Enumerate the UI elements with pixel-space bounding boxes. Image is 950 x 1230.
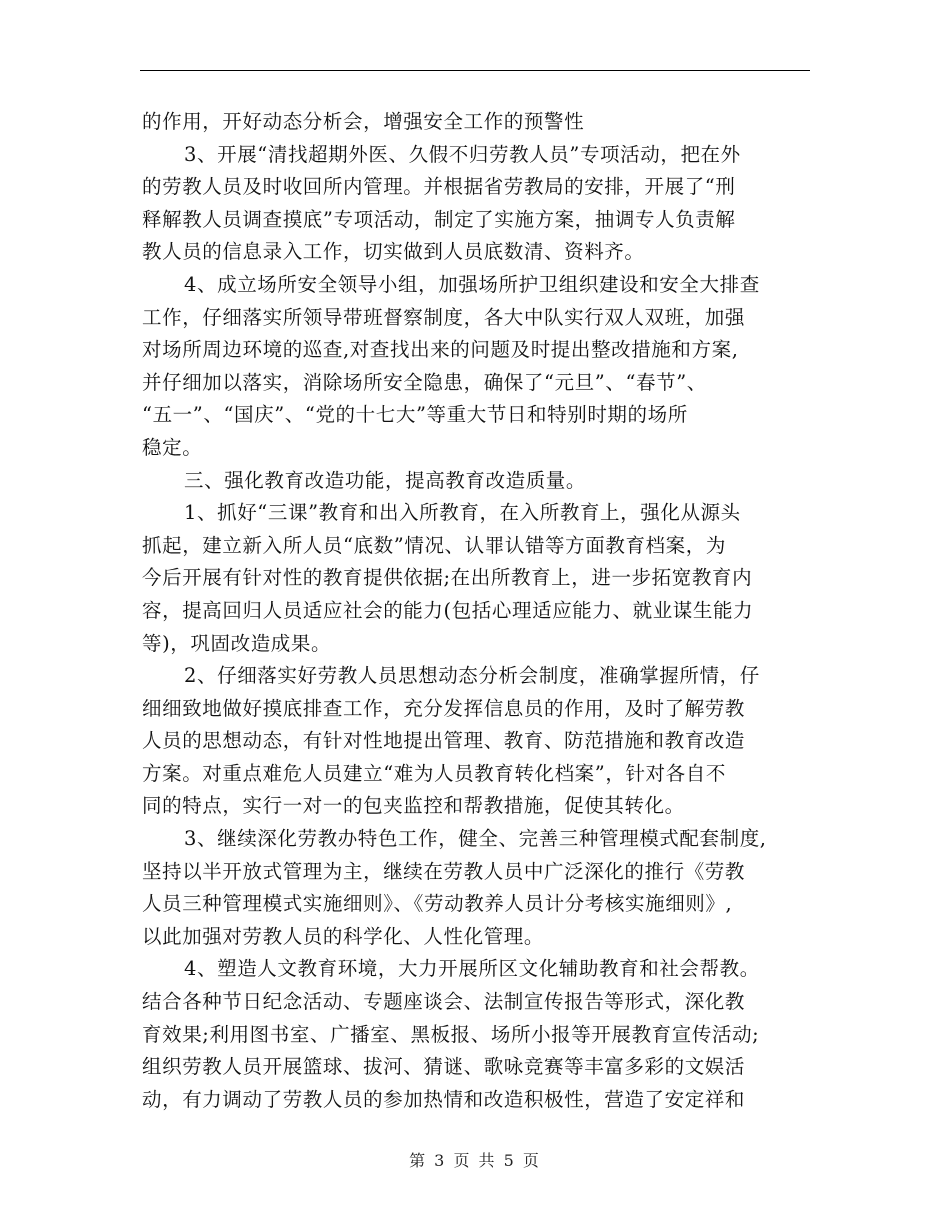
- text-line: 同的特点，实行一对一的包夹监控和帮教措施，促使其转化。: [142, 794, 685, 818]
- text-line: 稳定。: [142, 435, 203, 459]
- text-line: 结合各种节日纪念活动、专题座谈会、法制宣传报告等形式，深化教: [142, 990, 746, 1014]
- text-line: 等)，巩固改造成果。: [142, 631, 332, 655]
- text-line: 动，有力调动了劳教人员的参加热情和改造积极性，营造了安定祥和: [142, 1087, 746, 1111]
- text-line: 工作，仔细落实所领导带班督察制度，各大中队实行双人双班，加强: [142, 305, 746, 329]
- text-line: 的作用，开好动态分析会，增强安全工作的预警性: [142, 110, 585, 133]
- text-line: 并仔细加以落实，消除场所安全隐患，确保了“元旦”、“春节”、: [142, 370, 707, 394]
- text-line: 方案。对重点难危人员建立“难为人员教育转化档案”，针对各自不: [142, 761, 726, 785]
- text-line: 育效果;利用图书室、广播室、黑板报、场所小报等开展教育宣传活动;: [142, 1022, 760, 1046]
- text-line: 坚持以半开放式管理为主，继续在劳教人员中广泛深化的推行《劳教: [142, 859, 746, 883]
- text-line: 2、仔细落实好劳教人员思想动态分析会制度，准确掌握所情，仔: [184, 664, 760, 688]
- text-line: 容，提高回归人员适应社会的能力(包括心理适应能力、就业谋生能力: [142, 598, 754, 622]
- text-line: “五一”、“国庆”、“党的十七大”等重大节日和特别时期的场所: [142, 403, 688, 427]
- text-line: 人员的思想动态，有针对性地提出管理、教育、防范措施和教育改造: [142, 729, 746, 753]
- text-line: 1、抓好“三课”教育和出入所教育，在入所教育上，强化从源头: [184, 501, 741, 525]
- page-footer: 第 3 页 共 5 页: [409, 1151, 541, 1170]
- text-line: 以此加强对劳教人员的科学化、人性化管理。: [142, 924, 545, 948]
- header-rule: [140, 70, 810, 71]
- text-line: 细细致地做好摸底排查工作，充分发挥信息员的作用，及时了解劳教: [142, 696, 746, 720]
- text-line: 组织劳教人员开展篮球、拔河、猜谜、歌咏竞赛等丰富多彩的文娱活: [142, 1055, 746, 1079]
- text-line: 三、强化教育改造功能，提高教育改造质量。: [184, 468, 587, 492]
- text-line: 的劳教人员及时收回所内管理。并根据省劳教局的安排，开展了“刑: [142, 175, 736, 199]
- text-line: 对场所周边环境的巡查,对查找出来的问题及时提出整改措施和方案,: [142, 338, 739, 362]
- text-line: 教人员的信息录入工作，切实做到人员底数清、资料齐。: [142, 240, 645, 264]
- text-line: 4、成立场所安全领导小组，加强场所护卫组织建设和安全大排查: [184, 272, 760, 296]
- text-line: 抓起，建立新入所人员“底数”情况、认罪认错等方面教育档案，为: [142, 533, 726, 557]
- text-line: 人员三种管理模式实施细则》、《劳动教养人员计分考核实施细则》,: [142, 892, 733, 916]
- text-line: 3、开展“清找超期外医、久假不归劳教人员”专项活动，把在外: [184, 142, 741, 166]
- text-line: 今后开展有针对性的教育提供依据;在出所教育上，进一步拓宽教育内: [142, 566, 753, 590]
- body-text: [142, 106, 810, 1116]
- text-line: 4、塑造人文教育环境，大力开展所区文化辅助教育和社会帮教。: [184, 957, 760, 981]
- text-line: 释解教人员调查摸底”专项活动，制定了实施方案，抽调专人负责解: [142, 207, 736, 231]
- text-line: 3、继续深化劳教办特色工作，健全、完善三种管理模式配套制度,: [184, 827, 767, 851]
